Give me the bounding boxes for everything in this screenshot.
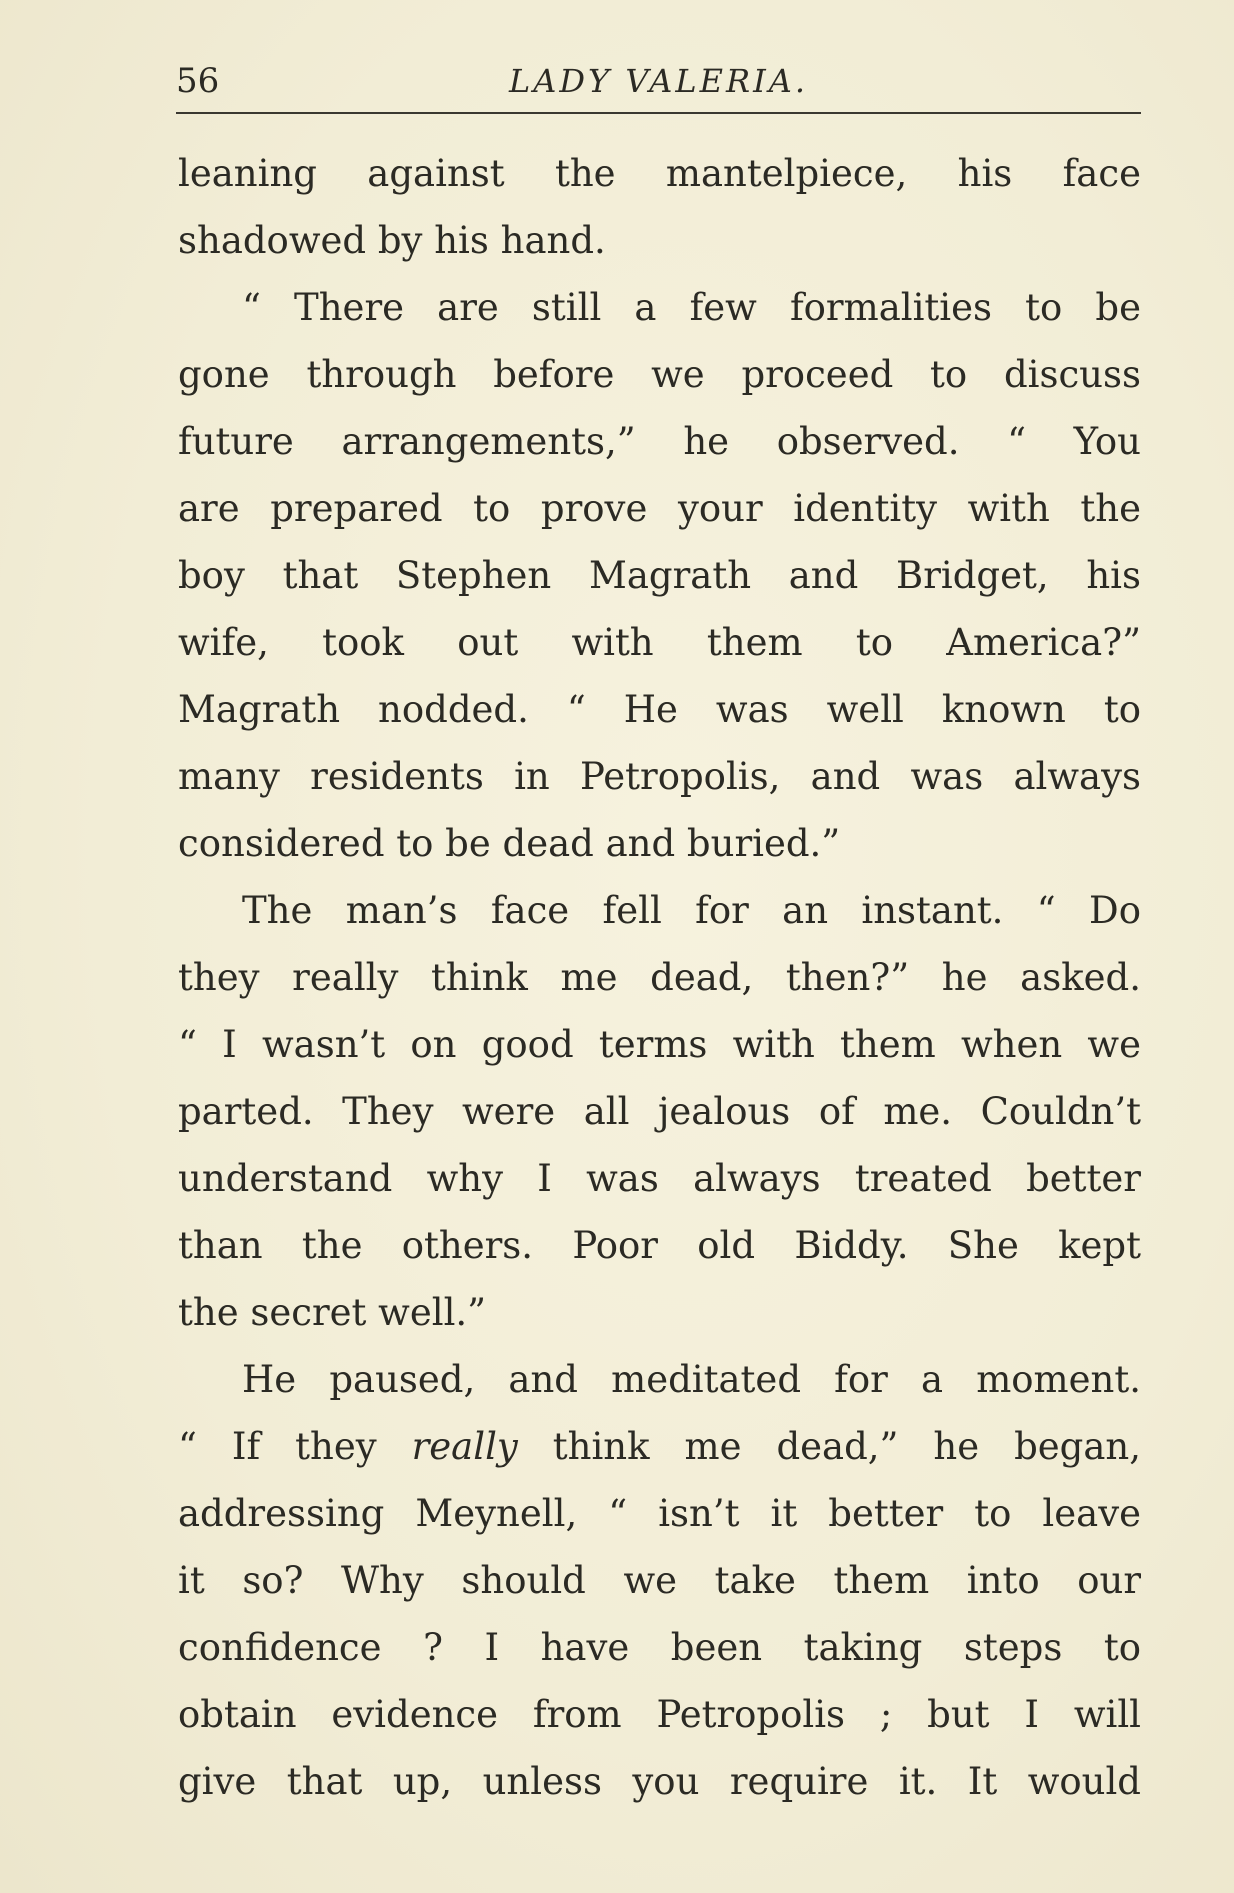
line-end: think me dead,” he began, <box>517 1425 1141 1468</box>
text-line: parted. They were all jealous of me. Couldn’t <box>178 1090 1141 1133</box>
text-line: Magrath nodded. “ He was well known to <box>178 688 1141 731</box>
header-rule <box>176 112 1141 114</box>
text-line: obtain evidence from Petropolis ; but I will <box>178 1693 1141 1736</box>
page-number: 56 <box>176 61 220 101</box>
running-title: LADY VALERIA. <box>509 62 808 100</box>
text-line: The man’s face fell for an instant. “ Do <box>242 889 1141 932</box>
text-line: it so? Why should we take them into our <box>178 1559 1141 1602</box>
text-line: shadowed by his hand. <box>178 219 606 262</box>
text-line: addressing Meynell, “ isn’t it better to leave <box>178 1492 1141 1535</box>
text-line: boy that Stephen Magrath and Bridget, his <box>178 554 1141 597</box>
text-line: wife, took out with them to America?” <box>178 621 1141 664</box>
text-line: confidence ? I have been taking steps to <box>178 1626 1141 1669</box>
text-line: give that up, unless you require it. It would <box>178 1760 1141 1803</box>
page-header <box>176 58 1141 104</box>
text-line: considered to be dead and buried.” <box>178 822 841 865</box>
line-start: “ If they <box>178 1425 412 1468</box>
text-line: than the others. Poor old Biddy. She kept <box>178 1224 1141 1267</box>
text-line: many residents in Petropolis, and was always <box>178 755 1141 798</box>
body-text <box>178 140 1141 1815</box>
text-line: understand why I was always treated better <box>178 1157 1141 1200</box>
text-line: leaning against the mantelpiece, his face <box>178 152 1141 195</box>
emphasis-really: really <box>411 1425 518 1468</box>
text-line: they really think me dead, then?” he asked. <box>178 956 1141 999</box>
text-line: “ I wasn’t on good terms with them when we <box>178 1023 1141 1066</box>
text-line: are prepared to prove your identity with the <box>178 487 1141 530</box>
text-line: gone through before we proceed to discuss <box>178 353 1141 396</box>
text-line: He paused, and meditated for a moment. <box>242 1358 1141 1401</box>
text-line-with-emphasis <box>178 1413 1141 1480</box>
text-line: the secret well.” <box>178 1291 487 1334</box>
text-line: future arrangements,” he observed. “ You <box>178 420 1141 463</box>
text-line: “ There are still a few formalities to be <box>242 286 1141 329</box>
